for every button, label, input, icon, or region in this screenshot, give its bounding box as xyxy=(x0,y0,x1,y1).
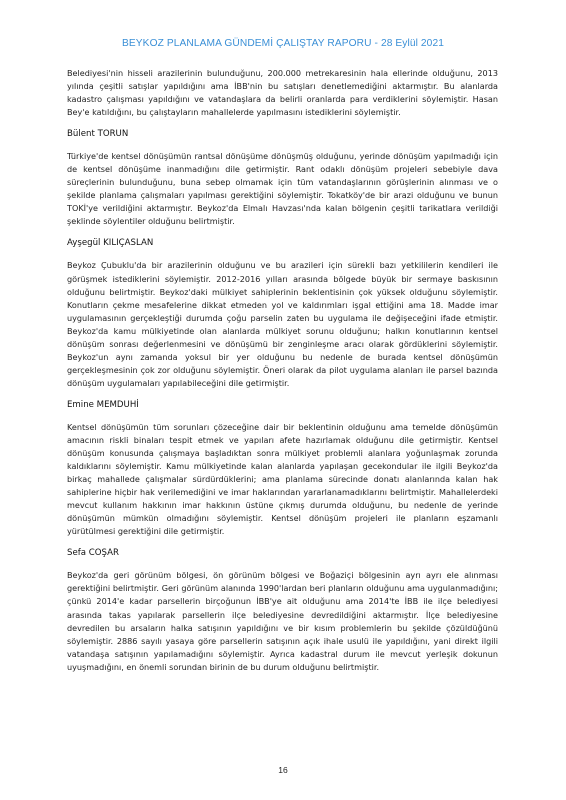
intro-paragraph: Belediyesi'nin hisseli arazilerinin bulunduğunu, 200.000 metrekaresinin hala ellerinde olduğunu, 2013 yılında çeşitli satışlar yapıldığını ama İBB'nin bu satışları denetlemediğini aktarmıştır. Bu alanlarda kadastro çalışması yapıldığını ve vatandaşlara da belirli oranlarda para verdiklerini söylemiştir. Hasan Bey'e katıldığını, bu çalıştayların mahallelerde yapılmasını istediklerini söylemiştir. xyxy=(67,68,498,118)
speaker-name: Emine MEMDUHİ xyxy=(67,399,139,410)
page-number: 16 xyxy=(278,765,288,775)
speaker-paragraph: Türkiye'de kentsel dönüşümün rantsal dönüşüme dönüşmüş olduğunu, yerinde dönüşüm yapılmadığı için de kentsel dönüşüme inanmadığını dile getirmiştir. Rant odaklı dönüşüm projeleri sebebiyle dava süreçlerinin bulunduğunu, buna sebep olmamak için tüm vatandaşlarının görüşlerinin alınması ve o şekilde planlama çalışmaları yapılması gerektiğini söylemiştir. Tokatköy'de bir arazi olduğunu ve bunun TOKİ'ye verildiğini aktarmıştır. Beykoz'da Elmalı Havzası'nda kalan bölgenin çeşitli tarikatlara verildiği şeklinde söylentiler olduğunu belirtmiştir. xyxy=(67,151,498,227)
speaker-name: Sefa COŞAR xyxy=(67,548,119,559)
speaker-paragraph: Beykoz Çubuklu'da bir arazilerinin olduğunu ve bu arazileri için sürekli bazı yetkililerin kendileri ile görüşmek istediklerini söylemiştir. 2012-2016 yılları arasında bölgede büyük bir sermaye baskısının olduğunu belirtmiştir. Beykoz'daki mülkiyet sahiplerinin beklentisinin çok yüksek olduğunu söylemiştir. Konutların çekme mesafelerine dikkat etmeden yol ve kaldırımları işgal ettiğini ama 18. Madde imar uygulamasının gerçekleştiği durumda çoğu parselin zaten bu uygulama ile değişeceğini ifade etmiştir. Beykoz'da kamu mülkiyetinde olan alanlarda mülkiyet sorunu olduğunu; halkın konutlarının kentsel dönüşüm sonrası değerlenmesini ve dönüşümü bir zenginleşme aracı olarak gördüklerini söylemiştir. Beykoz'un aynı zamanda yoksul bir yer olduğunu bu nedenle de burada kentsel dönüşümün gerçekleşmesinin çok zor olduğunu söylemiştir. Öneri olarak da pilot uygulama alanları ile parsel bazında dönüşüm uygulamaları yapılabileceğini dile getirmiştir. xyxy=(67,260,498,388)
speaker-paragraph: Beykoz'da geri görünüm bölgesi, ön görünüm bölgesi ve Boğaziçi bölgesinin ayrı ayrı ele alınması gerektiğini belirtmiştir. Geri görünüm alanında 1990'lardan beri planların olduğunu ama uygulanmadığını; çünkü 2014'e kadar parsellerin birçoğunun İBB'ye ait olduğunu ama 2014'te İBB ile ilçe belediyesi arasında takas yapılarak parsellerin ilçe belediyesine devredildiğini aktarmıştır. İlçe belediyesine devredilen bu arsaların halka satışının yapıldığını ve bir kısım problemlerin bu şekilde çözüldüğünü söylemiştir. 2886 sayılı yasaya göre parsellerin satışının açık ihale usulü ile yapıldığını, yani direkt ilgili vatandaşa satışının yapılamadığını söylemiştir. Ayrıca kadastral durum ile mevcut yerleşik dokunun uyuşmadığını, en önemli sorundan birinin de bu durum olduğunu belirtmiştir. xyxy=(67,570,498,672)
report-body xyxy=(67,67,498,683)
speaker-name: Ayşegül KILIÇASLAN xyxy=(67,238,154,249)
running-header: BEYKOZ PLANLAMA GÜNDEMİ ÇALIŞTAY RAPORU - 28 Eylül 2021 xyxy=(122,38,444,49)
speaker-name: Bülent TORUN xyxy=(67,129,129,140)
speaker-paragraph: Kentsel dönüşümün tüm sorunları çözeceğine dair bir beklentinin olduğunu ama temelde dönüşümün amacının riskli binaları tespit etmek ve yapıları afete hazırlamak olduğunu dile getirmiştir. Kentsel dönüşüm konusunda çalışmaya başladıktan sonra mülkiyet problemli alanlara yoğunlaşmak zorunda kaldıklarını söylemiştir. Kamu mülkiyetinde kalan alanlarda yapılaşan gecekondular ile ilgili Beykoz'da birkaç mahallede çalışmalar sürdürdüklerini; ama planlama sürecinde donatı alanlarında kalan hak sahiplerine hiçbir hak verilemediğini ve imar haklarından yararlanamadıklarını belirtmiştir. Mahallelerdeki mevcut kullanım hakkının imar hakkının üstüne çıkmış durumda olduğunu, bu nedenle de yerinde dönüşümün mümkün olmadığını söylemiştir. Kentsel dönüşüm projeleri ile planların eşzamanlı yürütülmesi gerektiğini dile getirmiştir. xyxy=(67,421,498,537)
